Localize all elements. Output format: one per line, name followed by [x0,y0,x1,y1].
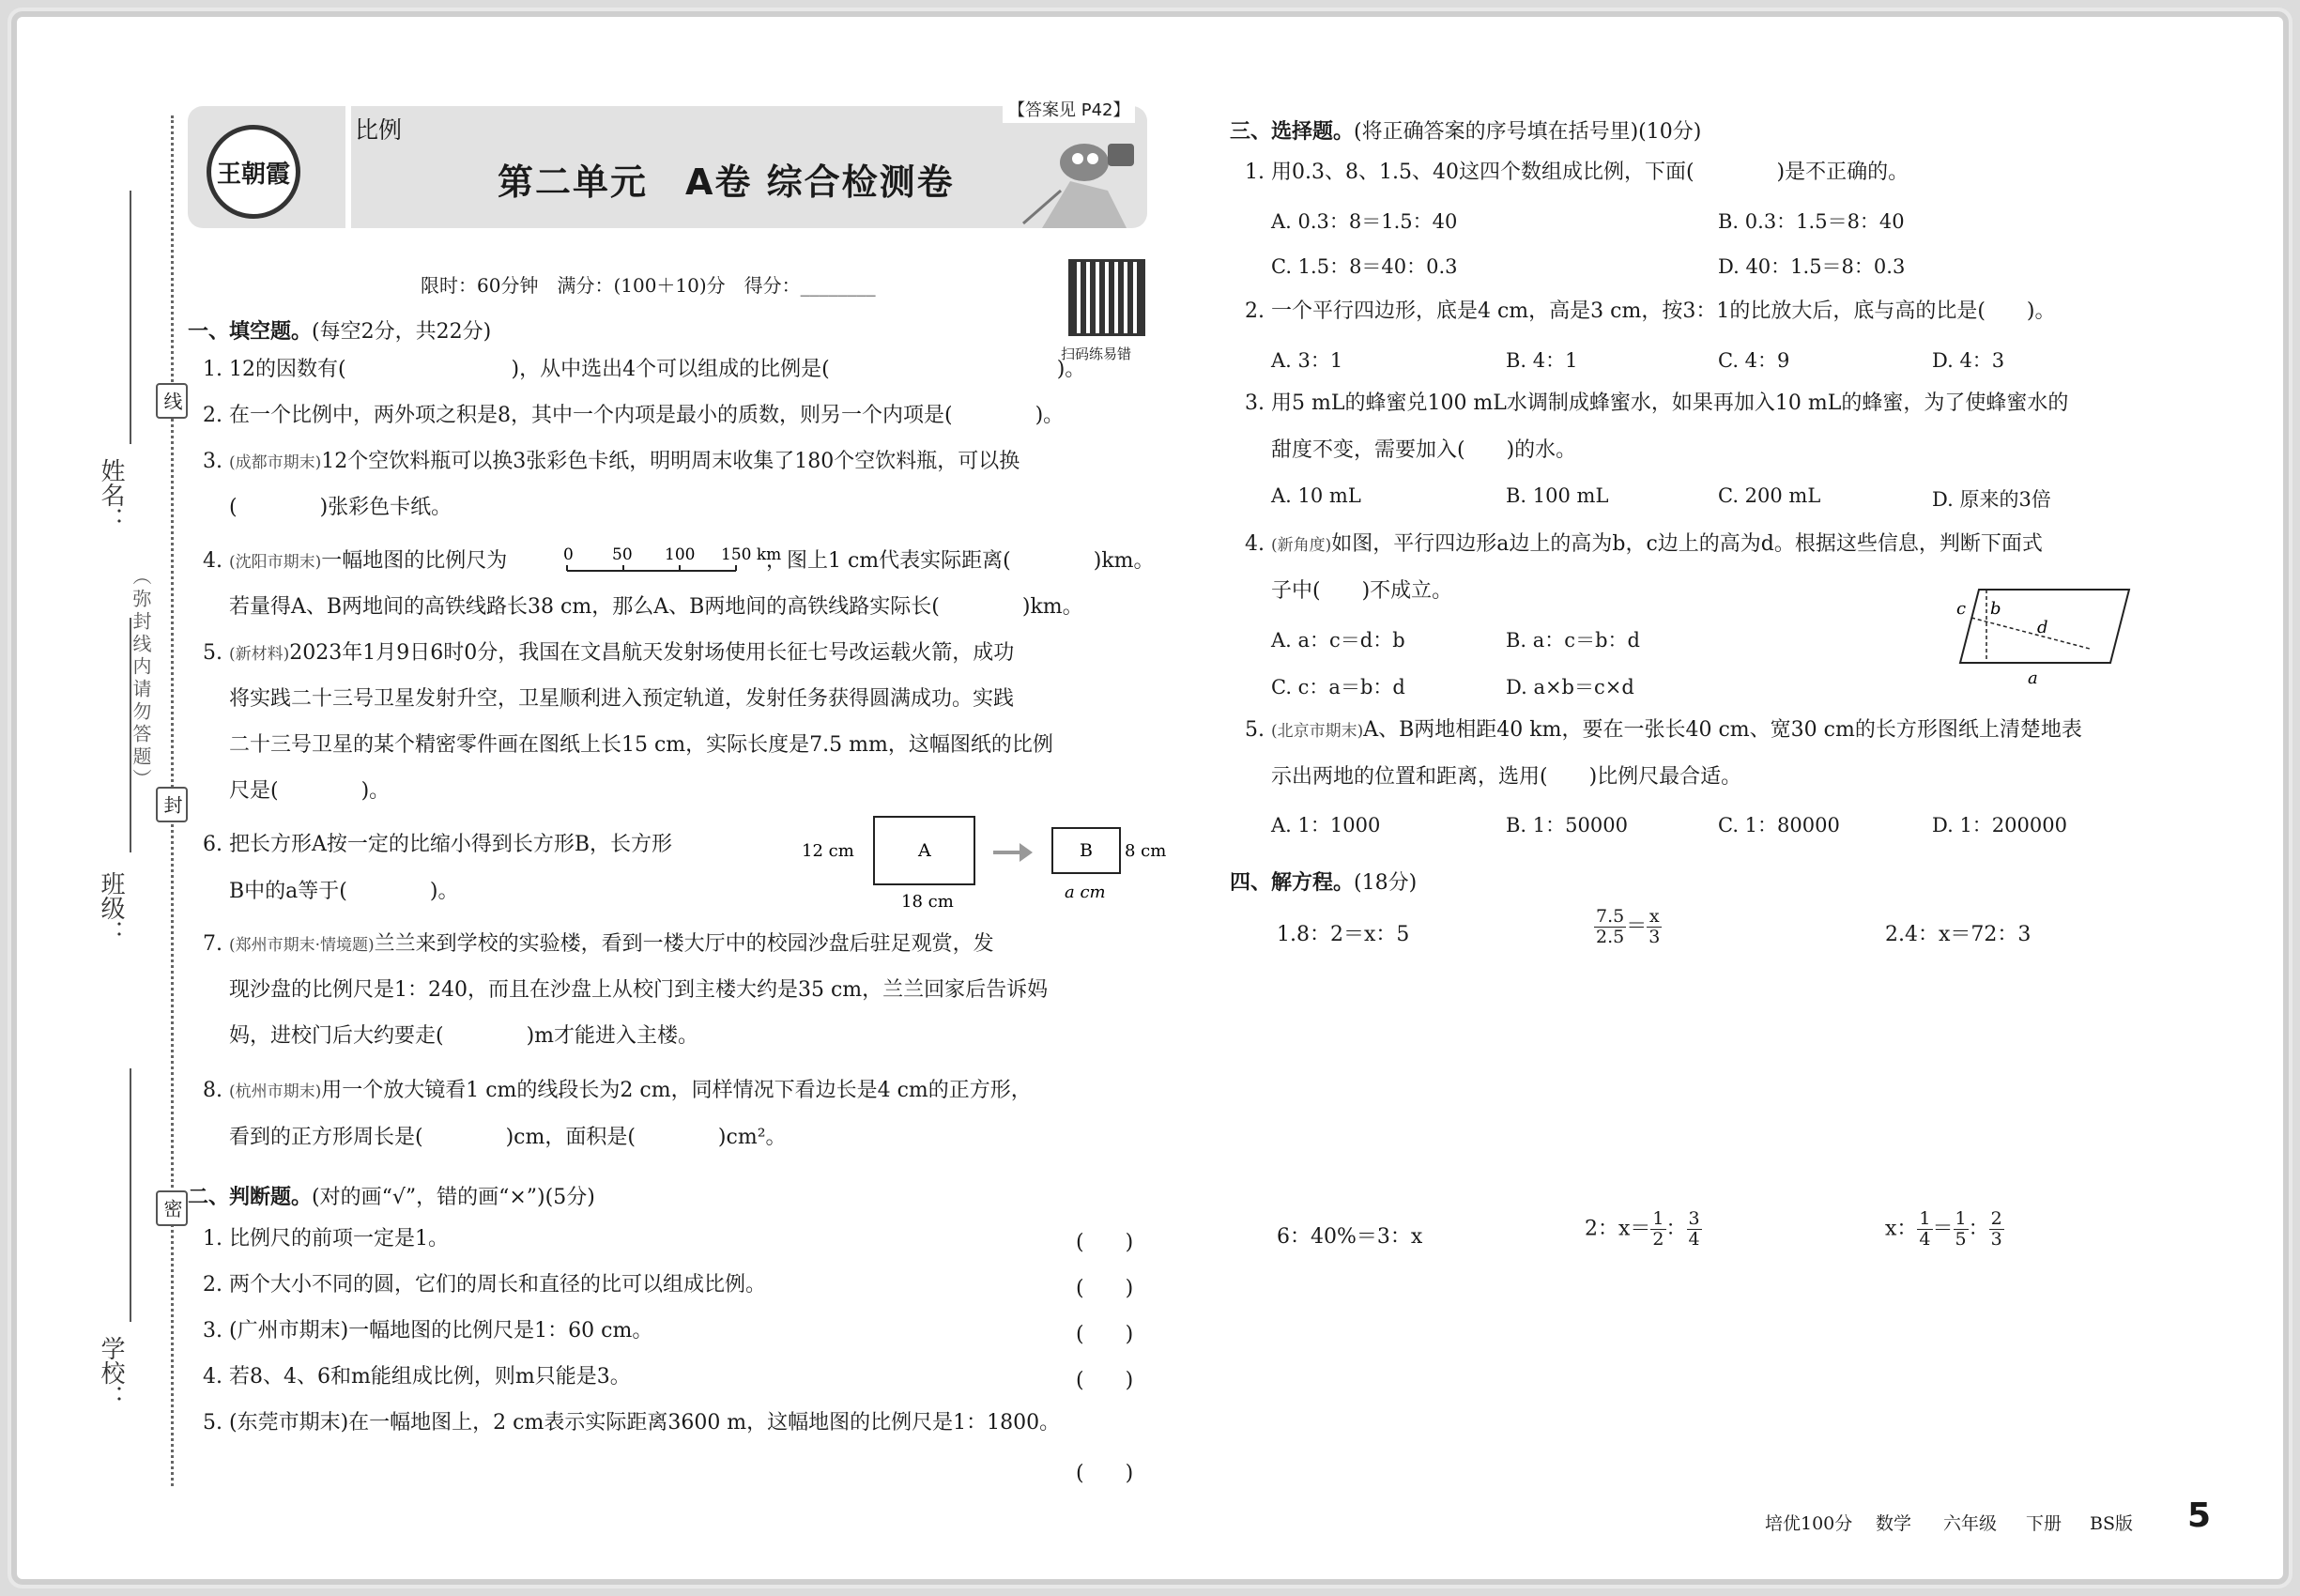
footer-grade: 六年级 [1943,1513,1998,1534]
header-banner [188,100,1147,228]
judge-answer-5[interactable]: ( ) [1076,1462,1134,1485]
choice-q3-opt-d: D. 原来的3倍 [1932,488,2051,511]
judge-q2: 2. 两个大小不同的圆，它们的周长和直径的比可以组成比例。 [203,1273,766,1297]
rect-a-height: 12 cm [802,841,854,861]
equation-6: x： $\frac{1}{4}$ ＝ $\frac{1}{5}$ ： $\frac{2}{3}$ [1885,1208,2002,1250]
judge-answer-1[interactable]: ( ) [1076,1231,1134,1254]
binding-seal-dense: 密 [156,1190,188,1226]
fill-q7-cont1: 现沙盘的比例尺是1：240，而且在沙盘上从校门到主楼大约是35 cm，兰兰回家后告诉妈 [229,978,1049,1002]
section2-title: 二、判断题。(对的画“√”，错的画“×”)(5分) [188,1186,595,1209]
rect-b-height: 8 cm [1125,841,1167,861]
fill-q5-cont3: 尺是( )。 [229,779,391,803]
judge-answer-3[interactable]: ( ) [1076,1323,1134,1346]
label-c: c [1956,599,1967,619]
scale-tick-0: 0 [563,545,574,564]
choice-q2-opt-a: A. 3：1 [1271,349,1343,372]
class-field-line [130,618,131,852]
rectangle-scaling-diagram [796,813,1172,916]
footer-subject: 数学 [1876,1513,1912,1534]
scale-tick-150: 150 km [721,545,782,564]
scale-tick-100: 100 [665,545,696,564]
section1-title: 一、填空题。(每空2分，共22分) [188,320,492,344]
fill-q5-cont2: 二十三号卫星的某个精密零件画在图纸上长15 cm，实际长度是7.5 mm，这幅图纸的比例 [229,733,1053,757]
choice-q4-opt-d: D. a×b＝c×d [1506,676,1634,698]
fill-q7-cont2: 妈，进校门后大约要走( )m才能进入主楼。 [229,1024,699,1048]
mascot-illustration [1004,125,1145,228]
footer-series: 培优100分 [1765,1513,1853,1534]
label-d: d [2037,618,2048,637]
fill-q1: 1. 12的因数有( )，从中选出4个可以组成的比例是( )。 [203,358,1086,381]
qr-code-icon[interactable] [1068,259,1145,336]
choice-q2-opt-b: B. 4：1 [1506,349,1578,372]
choice-q5-cont: 示出两地的位置和距离，选用( )比例尺最合适。 [1271,765,1742,789]
section4-title: 四、解方程。(18分) [1230,871,1418,895]
choice-q3: 3. 用5 mL的蜂蜜兑100 mL水调制成蜂蜜水，如果再加入10 mL的蜂蜜，为了使蜂蜜水的 [1245,391,2069,415]
choice-q1: 1. 用0.3、8、1.5、40这四个数组成比例，下面( )是不正确的。 [1245,161,1909,184]
fill-q4: 4. (沈阳市期末)一幅地图的比例尺为 [203,549,508,573]
choice-q5-opt-d: D. 1：200000 [1932,814,2067,836]
fill-q2: 2. 在一个比例中，两外项之积是8，其中一个内项是最小的质数，则另一个内项是( )。 [203,404,1065,427]
choice-q3-opt-b: B. 100 mL [1506,484,1609,507]
choice-q1-opt-d: D. 40：1.5＝8：0.3 [1718,255,1906,278]
parallelogram-diagram [1932,580,2139,693]
label-b: b [1990,599,2001,619]
choice-q2: 2. 一个平行四边形，底是4 cm，高是3 cm，按3：1的比放大后，底与高的比是( )。 [1245,299,2056,323]
school-field-line [130,1068,131,1322]
class-label: 班级： [97,871,125,944]
choice-q5-opt-b: B. 1：50000 [1506,814,1628,836]
choice-q4-opt-a: A. a：c＝d：b [1271,629,1405,652]
choice-q4-cont: 子中( )不成立。 [1271,579,1453,603]
fill-q8-cont: 看到的正方形周长是( )cm，面积是( )cm²。 [229,1126,787,1149]
binding-seal-line: 线 [156,383,188,419]
fill-q4-cont: 若量得A、B两地间的高铁线路长38 cm，那么A、B两地间的高铁线路实际长( )km。 [229,595,1083,619]
choice-q5-opt-c: C. 1：80000 [1718,814,1840,836]
judge-answer-4[interactable]: ( ) [1076,1369,1134,1392]
exam-meta: 限时：60分钟 满分：(100＋10)分 得分：________ [421,274,876,297]
choice-q4: 4. (新角度)如图，平行四边形a边上的高为b，c边上的高为d。根据这些信息，判断下面式 [1245,532,2043,556]
school-label: 学校： [97,1336,125,1409]
fill-q4-b: ，图上1 cm代表实际距离( )km。 [766,549,1155,573]
choice-q3-opt-c: C. 200 mL [1718,484,1821,507]
page-title: 第二单元 A卷 综合检测卷 [498,161,955,203]
equation-4: 6：40%＝3：x [1277,1225,1423,1249]
publisher-logo: 王朝霞 [207,125,300,219]
choice-q4-opt-c: C. c：a＝b：d [1271,676,1405,698]
header-divider [345,106,351,228]
scale-bar-diagram [558,541,782,582]
fill-q3-cont: ( )张彩色卡纸。 [229,496,452,519]
rect-b-width: a cm [1065,882,1106,902]
judge-q1: 1. 比例尺的前项一定是1。 [203,1227,449,1251]
judge-q3: 3. (广州市期末)一幅地图的比例尺是1：60 cm。 [203,1319,653,1343]
judge-q5: 5. (东莞市期末)在一幅地图上，2 cm表示实际距离3600 m，这幅地图的比例尺是1：1800。 [203,1411,1061,1435]
fill-q6-cont: B中的a等于( )。 [229,880,459,903]
arrow-icon [993,843,1033,862]
judge-q4: 4. 若8、4、6和m能组成比例，则m只能是3。 [203,1365,631,1389]
section3-title: 三、选择题。(将正确答案的序号填在括号里)(10分) [1230,120,1702,144]
choice-q3-opt-a: A. 10 mL [1271,484,1361,507]
fill-q5-cont1: 将实践二十三号卫星发射升空，卫星顺利进入预定轨道，发射任务获得圆满成功。实践 [229,687,1015,711]
choice-q1-opt-a: A. 0.3：8＝1.5：40 [1271,210,1458,233]
name-field-line [130,191,131,444]
label-a: a [2028,668,2038,688]
fill-q6: 6. 把长方形A按一定的比缩小得到长方形B，长方形 [203,833,673,856]
equation-2: $\frac{7.5}{2.5}$ ＝ $\frac{x}{3}$ [1596,906,1661,947]
equation-1: 1.8：2＝x：5 [1277,923,1410,946]
choice-q5-opt-a: A. 1：1000 [1271,814,1381,836]
choice-q3-cont: 甜度不变，需要加入( )的水。 [1271,438,1577,462]
choice-q5: 5. (北京市期末)A、B两地相距40 km，要在一张长40 cm、宽30 cm的长方形图纸上清楚地表 [1245,718,2082,742]
name-label: 姓名： [97,458,125,531]
footer-edition: BS版 [2090,1513,2133,1534]
equation-3: 2.4：x＝72：3 [1885,923,2032,946]
choice-q1-opt-b: B. 0.3：1.5＝8：40 [1718,210,1905,233]
rect-a-width: 18 cm [901,892,954,912]
fill-q8: 8. (杭州市期末)用一个放大镜看1 cm的线段长为2 cm，同样情况下看边长是4 cm的正方形， [203,1079,1032,1102]
rect-b-label: B [1080,840,1093,861]
choice-q2-opt-d: D. 4：3 [1932,349,2005,372]
scale-tick-50: 50 [612,545,633,564]
binding-seal-seal: 封 [156,787,188,822]
binding-notice: （弥封线内请勿答题） [130,566,152,791]
choice-q4-opt-b: B. a：c＝b：d [1506,629,1640,652]
page-number: 5 [2187,1496,2212,1535]
qr-caption: 扫码练易错 [1061,345,1132,362]
fill-q7: 7. (郑州市期末·情境题)兰兰来到学校的实验楼，看到一楼大厅中的校园沙盘后驻足观赏，发 [203,932,994,956]
choice-q1-opt-c: C. 1.5：8＝40：0.3 [1271,255,1458,278]
answer-reference: 【答案见 P42】 [1003,95,1135,123]
footer-volume: 下册 [2026,1513,2062,1534]
exam-page [17,17,2283,1579]
judge-answer-2[interactable]: ( ) [1076,1277,1134,1300]
fill-q3: 3. (成都市期末)12个空饮料瓶可以换3张彩色卡纸，明明周末收集了180个空饮料瓶，可以换 [203,450,1020,473]
choice-q2-opt-c: C. 4：9 [1718,349,1790,372]
fill-q5: 5. (新材料)2023年1月9日6时0分，我国在文昌航天发射场使用长征七号改运载火箭，成功 [203,641,1015,665]
header-topic: 比例 [355,116,403,144]
equation-5: 2：x＝ $\frac{1}{2}$ ： $\frac{3}{4}$ [1585,1208,1700,1250]
rect-a-label: A [918,840,931,861]
